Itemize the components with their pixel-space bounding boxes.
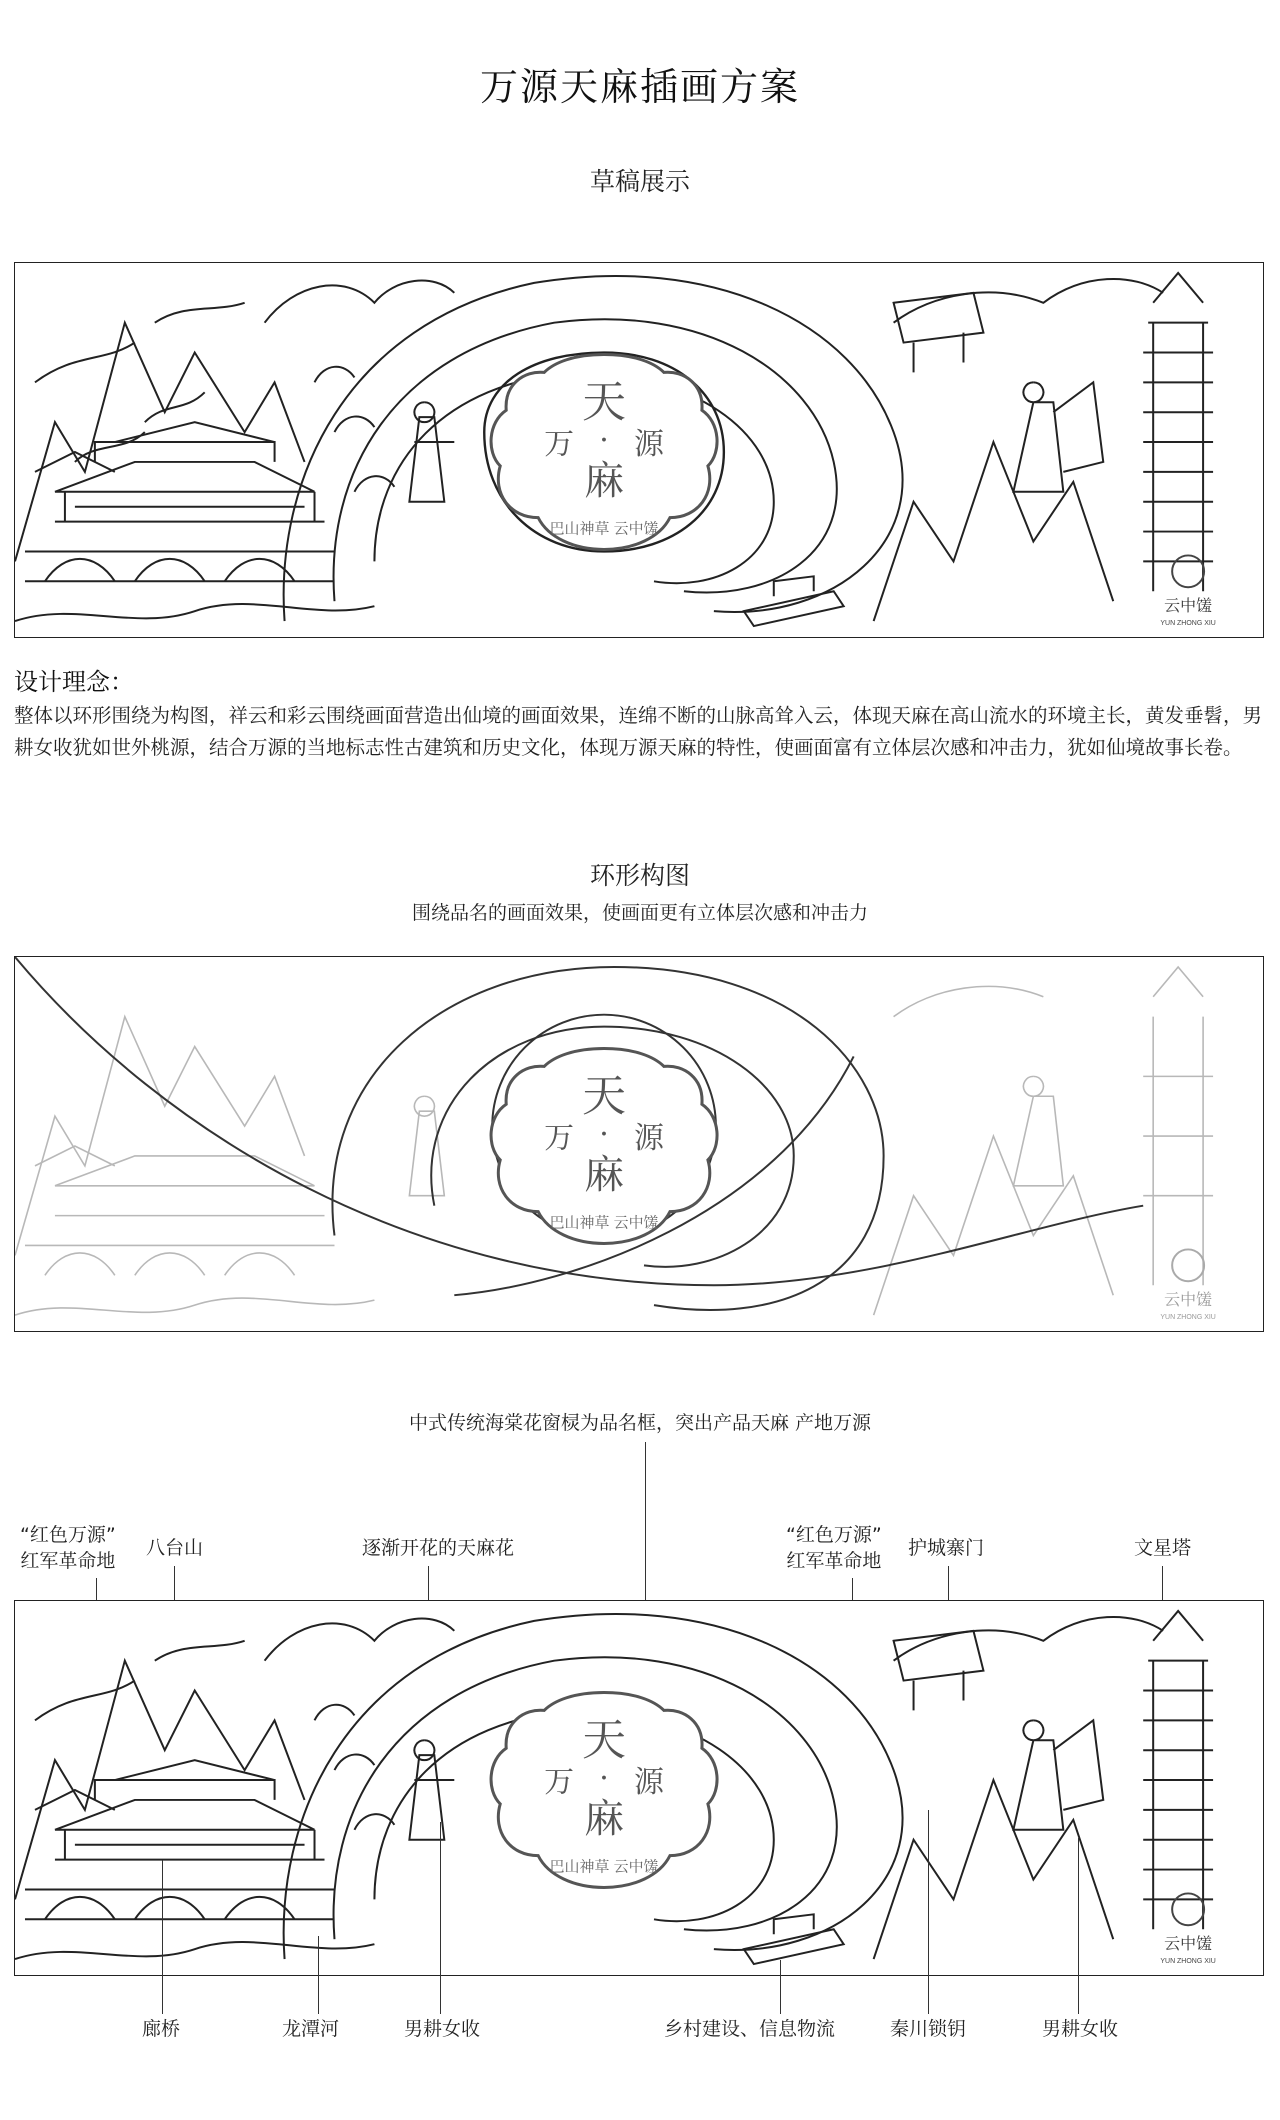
logo-tagline: 巴山神草 云中馐 [549, 1858, 659, 1876]
annotation-window-frame: 中式传统海棠花窗棂为品名框，突出产品天麻 产地万源 [408, 1412, 872, 1434]
brand-mark [1160, 1893, 1215, 1965]
annotation-gate: 护城寨门 [908, 1537, 985, 1559]
leader-river [318, 1936, 319, 2014]
logo-char-bottom: 麻 [584, 1795, 625, 1842]
ring-composition-illustration [15, 957, 1263, 1331]
annotated-illustration [15, 1601, 1263, 1975]
section-title-sketch: 草稿展示 [589, 167, 690, 196]
brand-mark [1160, 555, 1215, 627]
sketch-illustration-panel [14, 262, 1264, 638]
logo-tagline: 巴山神草 云中馐 [549, 1214, 659, 1232]
logo-char-bottom: 麻 [584, 457, 625, 504]
annotation-farm-left: 男耕女收 [404, 2018, 481, 2040]
logo-char-left: 万 [544, 1765, 575, 1800]
logo-char-left: 万 [544, 427, 575, 462]
annotated-illustration-panel [14, 1600, 1264, 1976]
logo-dot: · [599, 423, 609, 458]
logo-char-right: 源 [634, 427, 664, 462]
brand-pinyin: YUN ZHONG XIU [1160, 620, 1216, 628]
logo-dot: · [599, 1117, 609, 1152]
logo-char-top: 天 [582, 1715, 627, 1767]
annotation-red-right: “红色万源” 红军革命地 [786, 1524, 882, 1572]
annotation-river: 龙潭河 [282, 2018, 340, 2040]
ring-caption: 围绕品名的画面效果，使画面更有立体层次感和冲击力 [411, 902, 868, 924]
brand-name: 云中馐 [1164, 1936, 1213, 1954]
brand-pinyin: YUN ZHONG XIU [1160, 1314, 1216, 1322]
logo-char-top: 天 [582, 1071, 627, 1123]
brand-pinyin: YUN ZHONG XIU [1160, 1958, 1216, 1966]
brand-name: 云中馐 [1164, 1292, 1213, 1310]
logo-char-bottom: 麻 [584, 1151, 625, 1198]
logo-char-right: 源 [634, 1765, 664, 1800]
logo-char-left: 万 [544, 1121, 575, 1156]
brand-name: 云中馐 [1164, 598, 1213, 616]
leader-rural [780, 1960, 781, 2014]
leader-farm-left [440, 1822, 441, 2014]
annotation-farm-right: 男耕女收 [1042, 2018, 1119, 2040]
ring-composition-panel [14, 956, 1264, 1332]
concept-heading: 设计理念： [14, 668, 134, 696]
concept-body: 整体以环形围绕为构图，祥云和彩云围绕画面营造出仙境的画面效果，连绵不断的山脉高耸入云，体现天麻在高山流水的环境主长，黄发垂髫，男耕女收犹如世外桃源，结合万源的当地标志性古建筑和历史文化，体现万源天麻的特性，使画面富有立体层次感和冲击力，犹如仙境故事长卷。 [14, 704, 1263, 759]
page-title: 万源天麻插画方案 [479, 65, 800, 109]
leader-farm-right [1078, 1838, 1079, 2014]
annotation-pagoda: 文星塔 [1134, 1537, 1192, 1559]
leader-bridge [162, 1860, 163, 2014]
section-title-ring: 环形构图 [589, 861, 690, 890]
logo-char-right: 源 [634, 1121, 664, 1156]
annotation-red-left: “红色万源” 红军革命地 [20, 1524, 116, 1572]
leader-qinchuan [928, 1810, 929, 2014]
annotation-bridge: 廊桥 [142, 2018, 181, 2040]
annotation-batai: 八台山 [146, 1537, 204, 1559]
logo-dot: · [599, 1761, 609, 1796]
brand-mark [1160, 1249, 1215, 1321]
logo-tagline: 巴山神草 云中馐 [549, 520, 659, 538]
sketch-illustration [15, 263, 1263, 637]
annotation-flower: 逐渐开花的天麻花 [362, 1537, 515, 1559]
annotation-qinchuan: 秦川锁钥 [890, 2018, 967, 2040]
logo-char-top: 天 [582, 377, 627, 429]
annotation-rural: 乡村建设、信息物流 [664, 2018, 836, 2040]
